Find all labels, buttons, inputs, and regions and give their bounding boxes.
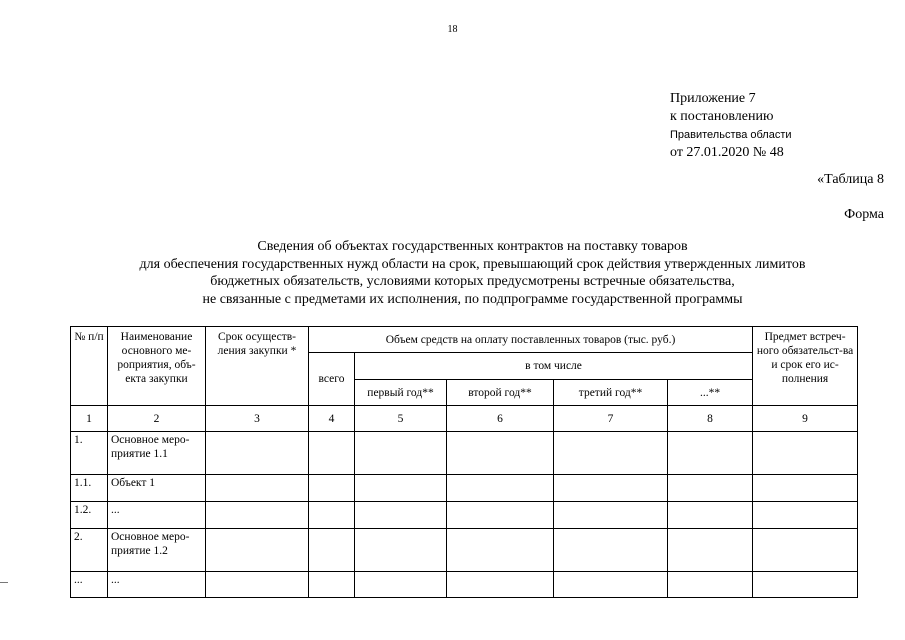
row-num: 2. (71, 529, 108, 572)
header-including: в том числе (355, 353, 753, 380)
column-numbers-row (71, 406, 858, 432)
column-number: 1 (71, 406, 108, 432)
header-volume: Объем средств на оплату поставленных товаров (тыс. руб.) (309, 327, 753, 353)
column-number: 2 (108, 406, 206, 432)
table-row (71, 572, 858, 598)
row-name: ... (108, 502, 206, 529)
header-year3: третий год** (554, 380, 668, 406)
appendix-block (670, 90, 792, 162)
column-number: 7 (554, 406, 668, 432)
appendix-line-1: Приложение 7 (670, 91, 756, 106)
document-title (60, 238, 885, 308)
title-line-3: бюджетных обязательств, условиями которых предусмотрены встречные обязательства, (210, 274, 735, 289)
row-name: Основное меро-приятие 1.1 (108, 432, 206, 475)
table-reference: «Таблица 8 (817, 172, 884, 187)
column-number: 4 (309, 406, 355, 432)
table-row (71, 432, 858, 475)
page-number: 18 (447, 24, 458, 35)
table-row (71, 475, 858, 502)
column-number: 3 (206, 406, 309, 432)
row-num: 1.1. (71, 475, 108, 502)
header-total: всего (309, 353, 355, 406)
header-num: № п/п (71, 327, 108, 406)
table-row (71, 502, 858, 529)
header-year1: первый год** (355, 380, 447, 406)
row-num: ... (71, 572, 108, 598)
header-subject: Предмет встреч-ного обязательст-ва и срок его ис-полнения (753, 327, 858, 406)
form-label: Форма (844, 207, 884, 222)
column-number: 8 (668, 406, 753, 432)
header-term: Срок осуществ-ления закупки * (206, 327, 309, 406)
row-name: Объект 1 (108, 475, 206, 502)
title-line-1: Сведения об объектах государственных контрактов на поставку товаров (257, 239, 688, 254)
appendix-line-3: Правительства области (670, 129, 792, 141)
row-num: 1.2. (71, 502, 108, 529)
contracts-table (70, 326, 858, 598)
title-line-2: для обеспечения государственных нужд области на срок, превышающий срок действия утвержденных лимитов (139, 256, 806, 272)
header-year-more: ...** (668, 380, 753, 406)
header-year2: второй год** (447, 380, 554, 406)
header-name: Наименование основного ме-роприятия, объ-екта закупки (108, 327, 206, 406)
appendix-line-2: к постановлению (670, 109, 774, 124)
appendix-line-4: от 27.01.2020 № 48 (670, 145, 784, 160)
title-line-4: не связанные с предметами их исполнения, по подпрограмме государственной программы (202, 291, 743, 307)
margin-mark (0, 582, 8, 583)
column-number: 5 (355, 406, 447, 432)
table-row (71, 529, 858, 572)
row-name: ... (108, 572, 206, 598)
column-number: 6 (447, 406, 554, 432)
row-name: Основное меро-приятие 1.2 (108, 529, 206, 572)
row-num: 1. (71, 432, 108, 475)
column-number: 9 (753, 406, 858, 432)
